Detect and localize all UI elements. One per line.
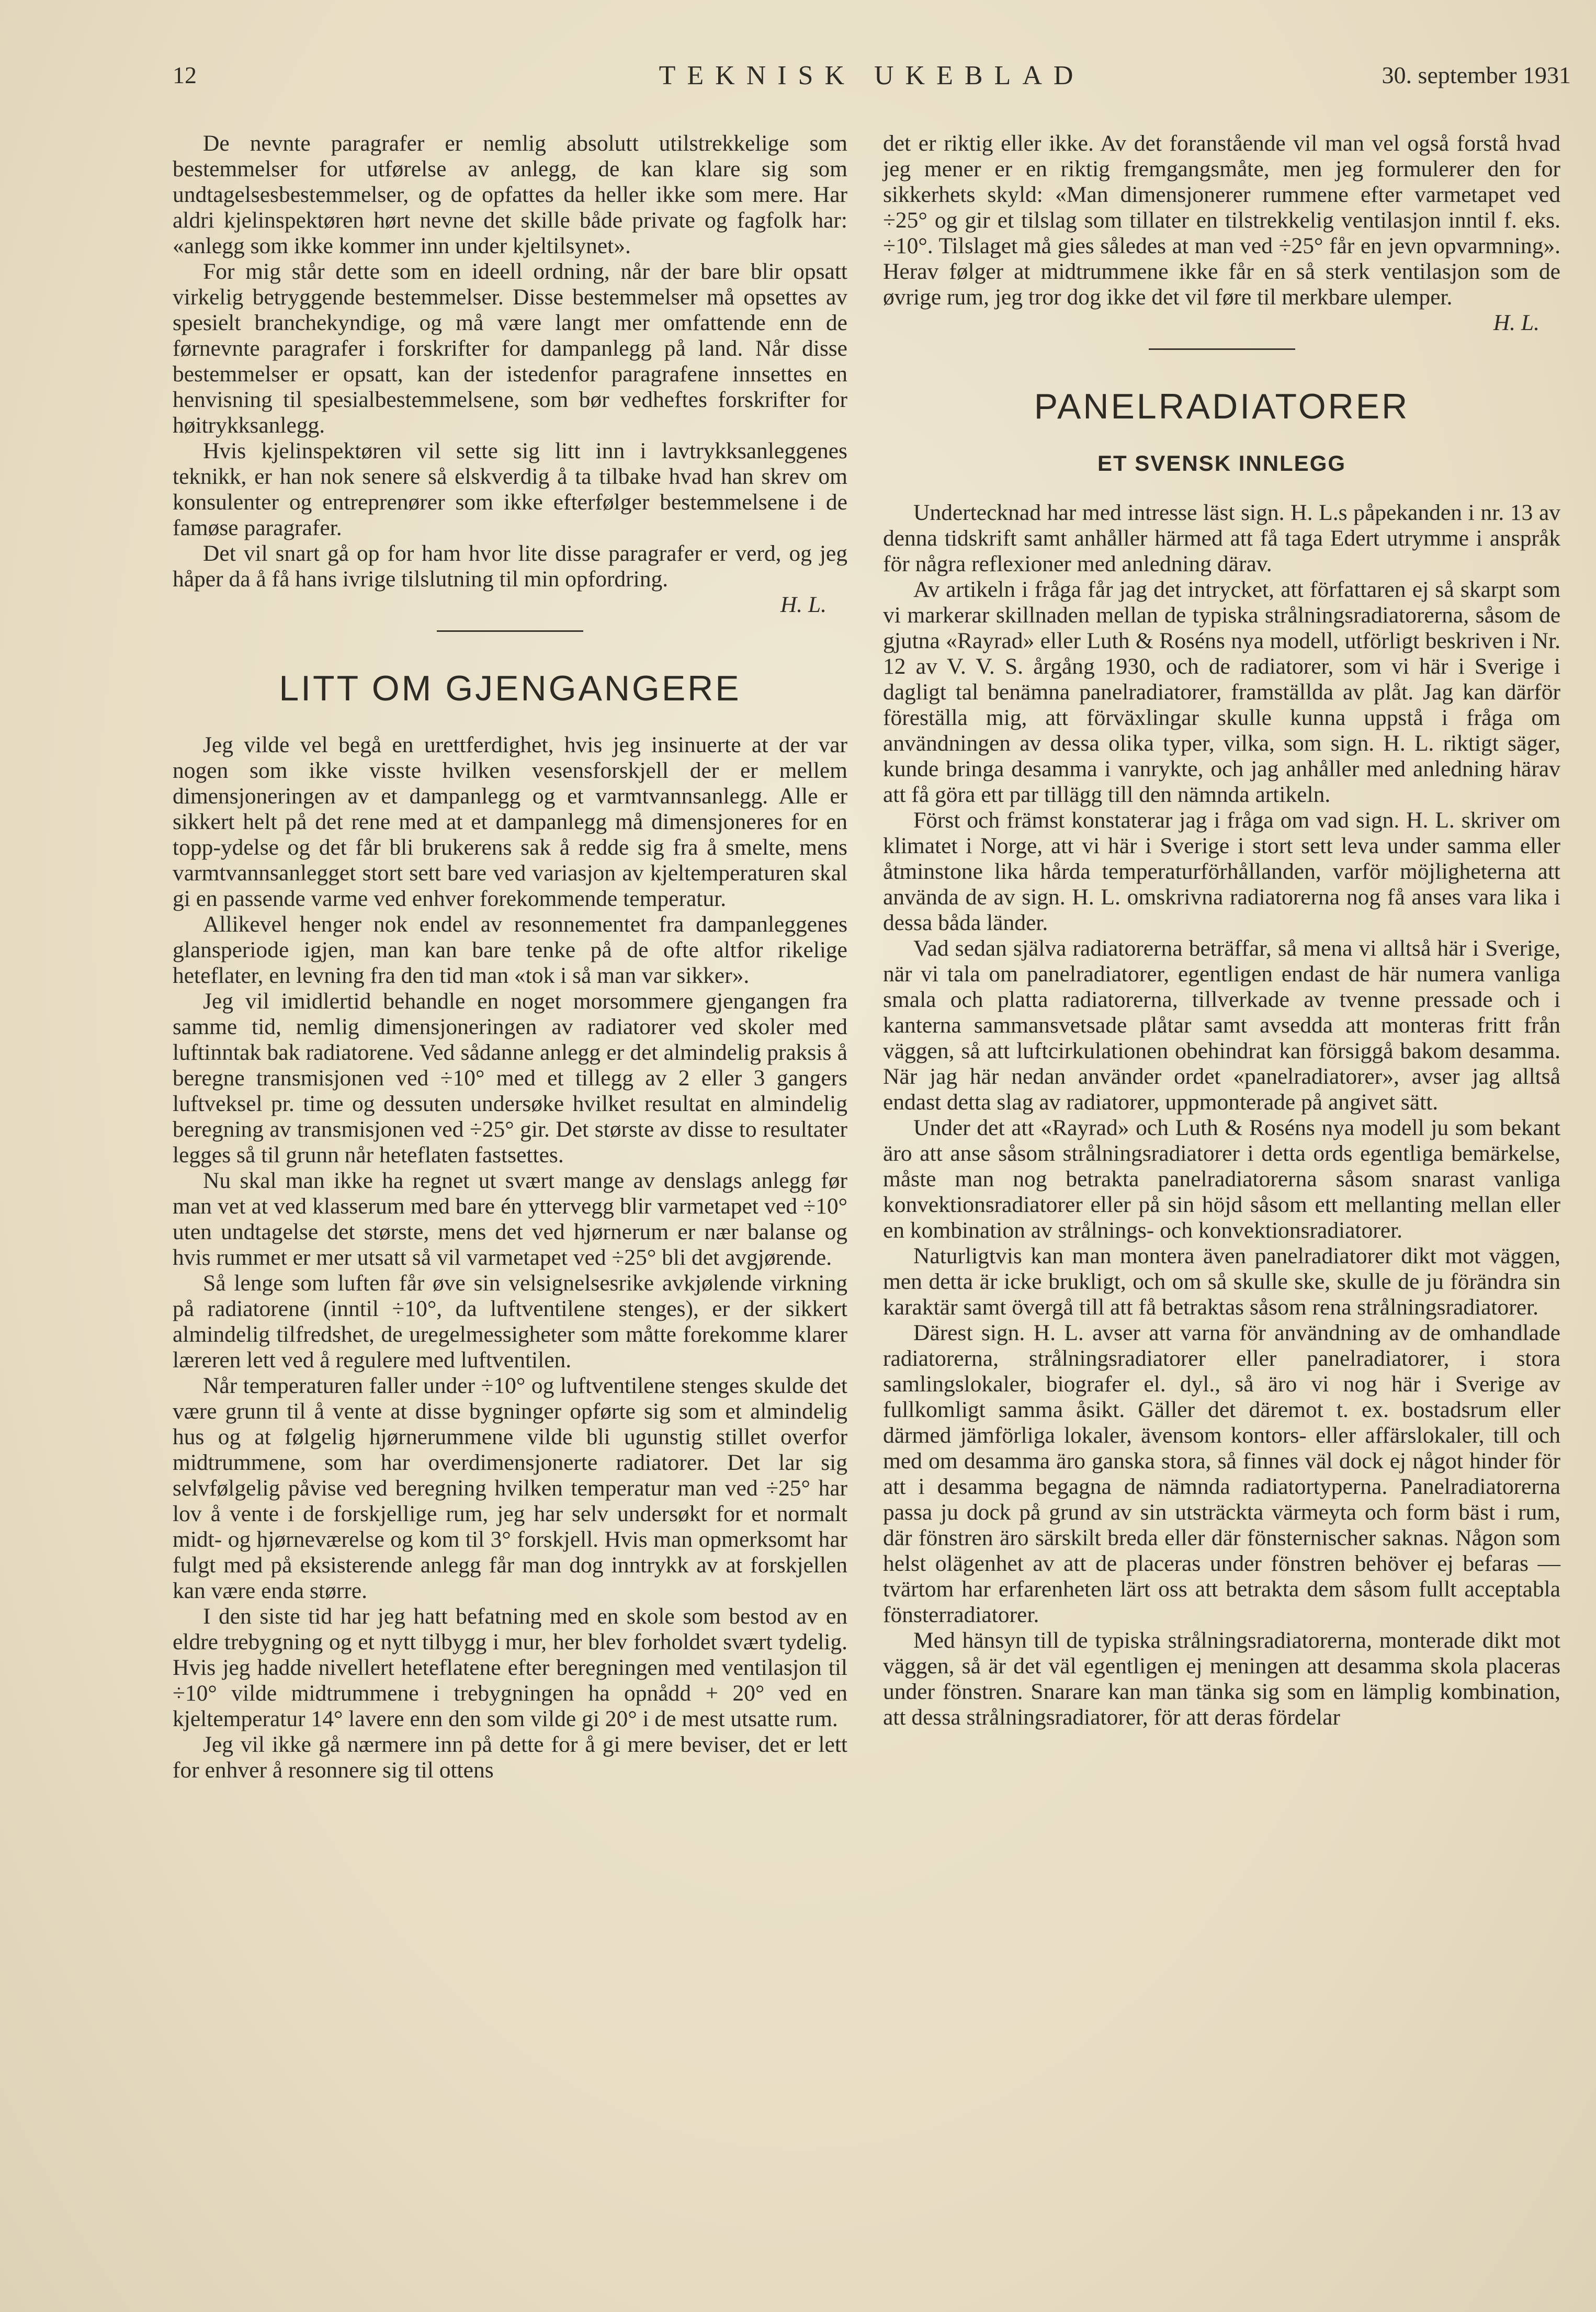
issue-date: 30. september 1931 xyxy=(1382,62,1571,88)
article-paragraph: Jeg vil imidlertid behandle en noget morsommere gjengangen fra samme tid, nemlig dimensjoneringen av radiatorer ved skoler med luftinntak bak radiatorene. Ved sådanne anlegg er det almindelig praksis å beregne transmisjonen ved ÷10° med et tillegg av 2 eller 3 gangers luftveksel pr. time og dessuten undersøke hvilket resultat en almindelig beregning av transmisjonen ved ÷25° gir. Det største av disse to resultater legges så til grunn når heteflaten fastsettes. xyxy=(173,989,847,1168)
article-title-panelradiatorer: PANELRADIATORER xyxy=(1034,387,1410,426)
article-title-gjengangere: LITT OM GJENGANGERE xyxy=(279,668,741,708)
right-intro-signature: H. L. xyxy=(1493,310,1540,335)
page-header xyxy=(173,55,1571,102)
article-paragraph: Först och främst konstaterar jag i fråga om vad sign. H. L. skriver om klimatet i Norge, att vi här i Sverige i stort sett leva under samma eller åtminstone lika hårda temperaturförhållanden, varför möjligheterna att använda de av sign. H. L. omskrivna radiatorerna nog få anses vara lika i dessa båda länder. xyxy=(883,808,1560,935)
article-paragraph: Allikevel henger nok endel av resonnementet fra dampanleggenes glansperiode igjen, man kan bare tenke på de ofte altfor rikelige heteflater, en levning fra den tid man «tok i så man var sikker». xyxy=(173,912,847,988)
article-paragraph: Av artikeln i fråga får jag det intrycket, att författaren ej så skarpt som vi markerar skillnaden mellan de typiska strålningsradiatorerna, såsom de gjutna «Rayrad» eller Luth & Roséns nya modell, utförligt beskriven i Nr. 12 av V. V. S. årgång 1930, och de radiatorer, som vi här i Sverige i dagligt tal benämna panelradiatorer, framställda av plåt. Jag kan därför föreställa mig, att förväxlingar skulle kunna uppstå i fråga om användningen av dessa olika typer, vilka, som sign. H. L. riktigt säger, kunde bringa desamma i vanrykte, och jag anhåller med anledning härav att få göra ett par tillägg till den nämnda artikeln. xyxy=(883,577,1560,807)
right-column xyxy=(883,131,1560,1730)
left-intro-paragraph: Hvis kjelinspektøren vil sette sig litt inn i lavtrykksanleggenes teknikk, er han nok senere så elskverdig å ta tilbake hvad han skrev om konsulenter og entreprenører som ikke efterfølger bestemmelsene i de famøse paragrafer. xyxy=(173,438,847,540)
publication-title: TEKNISK UKEBLAD xyxy=(659,61,1085,90)
article-paragraph: I den siste tid har jeg hatt befatning med en skole som bestod av en eldre trebygning og et nytt tilbygg i mur, her blev forholdet svært tydelig. Hvis jeg hadde nivellert heteflatene efter beregningen med ventilasjon til ÷10° vilde midtrummene i trebygningen ha opnådd + 20° ved en kjeltemperatur 14° lavere enn den som vilde gi 20° i de mest utsatte rum. xyxy=(173,1604,847,1731)
left-intro-paragraph: For mig står dette som en ideell ordning, når der bare blir opsatt virkelig betryggende bestemmelser. Disse bestemmelser må opsettes av spesielt branchekyndige, og må være langt mer omfattende enn de førnevnte paragrafer i forskrifter for dampanlegg på land. Når disse bestemmelser er opsatt, kan der istedenfor paragrafene innsettes en henvisning til spesialbestemmelsene, som bør vedheftes forskrifter for høitrykksanlegg. xyxy=(173,259,847,438)
article-subtitle: ET SVENSK INNLEGG xyxy=(1097,451,1346,475)
section-divider xyxy=(1149,348,1295,350)
article-paragraph: Med hänsyn till de typiska strålningsradiatorerna, monterade dikt mot väggen, så är det väl egentligen ej meningen att desamma skola placeras under fönstren. Snarare kan man tänka sig som en lämplig kombination, att dessa strålningsradiatorer, för att deras fördelar xyxy=(883,1628,1560,1730)
article-paragraph: Nu skal man ikke ha regnet ut svært mange av denslags anlegg før man vet at ved klasserum med bare én yttervegg blir varmetapet ved ÷10° uten undtagelse det største, mens det ved hjørnerum er nær balanse og hvis rummet er mer utsatt så vil varmetapet ved ÷25° bli det avgjørende. xyxy=(173,1168,847,1270)
article-paragraph: Vad sedan själva radiatorerna beträffar, så mena vi alltså här i Sverige, när vi tala om panelradiatorer, egentligen endast de här numera vanliga smala och platta radiatorerna, tillverkade av tvenne pressade och i kanterna sammansvetsade plåtar samt avsedda att monteras fritt från väggen, så att luftcirkulationen obehindrat kan försiggå bakom desamma. När jag här nedan använder ordet «panelradiatorer», avser jag alltså endast detta slag av radiatorer, uppmonterade på angivet sätt. xyxy=(883,936,1560,1115)
article-paragraph: Under det att «Rayrad» och Luth & Roséns nya modell ju som bekant äro att anse såsom strålningsradiatorer i detta ords egentliga bemärkelse, måste man nog betrakta panelradiatorerna såsom snarast vanliga konvektionsradiatorer eller på sin höjd såsom ett mellanting mellan eller en kombination av strålnings- och konvektionsradiatorer. xyxy=(883,1115,1560,1243)
right-intro-paragraph: det er riktig eller ikke. Av det foranstående vil man vel også forstå hvad jeg mener er en riktig fremgangsmåte, men jeg formulerer den for sikkerhets skyld: «Man dimensjonerer rummene efter varmetapet ved ÷25° og gir et tilslag som tillater en tilstrekkelig ventilasjon inntil f. eks. ÷10°. Tilslaget må gies således at man ved ÷25° får en jevn opvarmning». Herav følger at midtrummene ikke får en så sterk ventilasjon som de øvrige rum, jeg tror dog ikke det vil føre til merkbare ulemper. xyxy=(883,131,1560,310)
left-intro-signature: H. L. xyxy=(780,592,827,617)
page-number: 12 xyxy=(173,62,197,88)
article-paragraph: Når temperaturen faller under ÷10° og luftventilene stenges skulde det være grunn til å vente at disse bygninger opførte sig som et almindelig hus og at følgelig hjørnerummene vilde bli ugunstig stillet overfor midtrummene, som har overdimensjonerte radiatorer. Det lar sig selvfølgelig påvise ved beregning hvilken temperatur man ved ÷25° har lov å vente i de forskjellige rum, jeg har selv undersøkt for et normalt midt- og hjørneværelse og kom til 3° forskjell. Hvis man opmerksomt har fulgt med på eksisterende anlegg får man dog inntrykk av at forskjellen kan være enda større. xyxy=(173,1373,847,1603)
left-intro-paragraph: De nevnte paragrafer er nemlig absolutt utilstrekkelige som bestemmelser for utførelse av anlegg, de kan klare sig som undtagelsesbestemmelser, og de opfattes da heller ikke som mere. Har aldri kjelinspektøren hørt nevne det skille både private og fagfolk har: «anlegg som ikke kommer inn under kjeltilsynet». xyxy=(173,131,847,258)
left-column xyxy=(173,131,847,1783)
article-paragraph: Jeg vil ikke gå nærmere inn på dette for å gi mere beviser, det er lett for enhver å resonnere sig til ottens xyxy=(173,1732,847,1783)
article-paragraph: Så lenge som luften får øve sin velsignelsesrike avkjølende virkning på radiatorene (inntil ÷10°, da luftventilene stenges), er der sikkert almindelig tilfredshet, de uregelmessigheter som måtte forekomme klarer læreren lett ved å regulere med luftventilen. xyxy=(173,1271,847,1373)
article-paragraph: Naturligtvis kan man montera även panelradiatorer dikt mot väggen, men detta är icke brukligt, och om så skulle ske, skulle de ju förändra sin karaktär samt övergå till att få betraktas såsom rena strålningsradiatorer. xyxy=(883,1243,1560,1320)
left-intro-paragraph: Det vil snart gå op for ham hvor lite disse paragrafer er verd, og jeg håper da å få hans ivrige tilslutning til min opfordring. xyxy=(173,541,847,592)
article-paragraph: Undertecknad har med intresse läst sign. H. L.s påpekanden i nr. 13 av denna tidskrift samt anhåller härmed att få taga Edert utrymme i anspråk för några reflexioner med anledning därav. xyxy=(883,500,1560,576)
article-paragraph: Därest sign. H. L. avser att varna för användning av de omhandlade radiatorerna, strålningsradiatorer eller panelradiatorer, i stora samlingslokaler, biografer el. dyl., så äro vi nog här i Sverige av fullkomligt samma åsikt. Gäller det däremot t. ex. bostadsrum eller därmed jämförliga lokaler, ävensom kontors- eller affärslokaler, till och med om desamma äro ganska stora, så finnes väl dock ej något hinder för att i desamma begagna de nämnda radiatortyperna. Panelradiatorerna passa ju dock på grund av sin utsträckta värmeyta och form bäst i rum, där fönstren äro särskilt breda eller där fönsternischer saknas. Någon som helst olägenhet av att de placeras under fönstren behöver ej befaras — tvärtom har erfarenheten lärt oss att betrakta dem såsom fullt acceptabla fönsterradiatorer. xyxy=(883,1320,1560,1627)
article-paragraph: Jeg vilde vel begå en urettferdighet, hvis jeg insinuerte at der var nogen som ikke visste hvilken vesensforskjell der er mellem dimensjoneringen av et dampanlegg og et varmtvannsanlegg. Alle er sikkert helt på det rene med at et dampanlegg må dimensjoneres for en topp-ydelse og det får bli brukerens sak å redde sig fra å smelte, mens varmtvannsanlegget stort sett bare ved variasjon av kjeltemperaturen skal gi en passende varme ved enhver forekommende temperatur. xyxy=(173,732,847,911)
section-divider xyxy=(437,630,583,632)
